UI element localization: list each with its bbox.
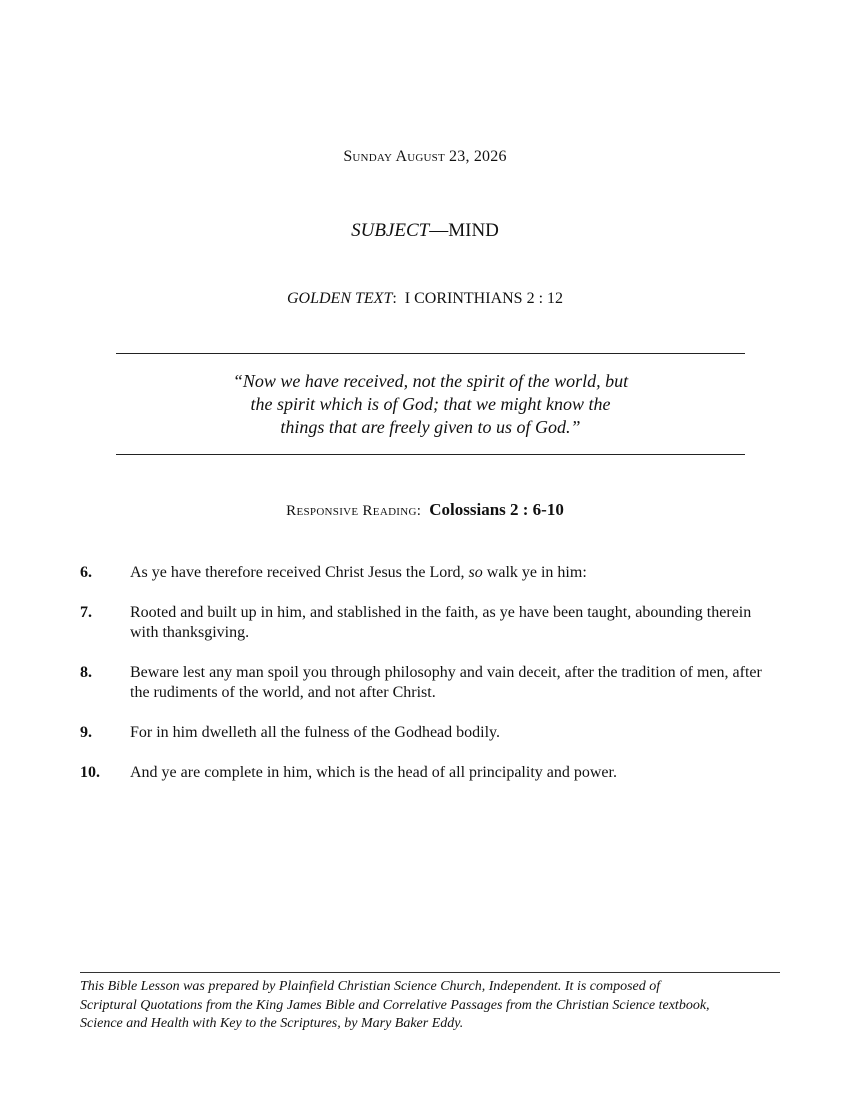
verse-item — [80, 723, 780, 743]
golden-text-line: the spirit which is of God; that we might know the — [250, 394, 611, 414]
verse-number: 8. — [80, 664, 92, 681]
golden-text-reference: I CORINTHIANS 2 : 12 — [404, 290, 564, 307]
subject-value: MIND — [448, 220, 499, 241]
verse-text-part: As ye have therefore received Christ Jesus the Lord, — [130, 564, 469, 581]
golden-text-top-rule — [116, 353, 745, 354]
subject-label: SUBJECT — [351, 220, 430, 241]
lesson-subject — [0, 220, 850, 242]
verse-number: 9. — [80, 724, 92, 741]
golden-text-colon: : — [392, 290, 397, 307]
verse-text: Rooted and built up in him, and stablished in the faith, as ye have been taught, abounding therein with thanksgiving. — [130, 604, 752, 641]
verse-text: Beware lest any man spoil you through philosophy and vain deceit, after the tradition of men, after the rudiments of the world, and not after Christ. — [130, 664, 762, 701]
lesson-date: Sunday August 23, 2026 — [343, 148, 507, 165]
subject-dash: — — [429, 220, 449, 241]
verse-item — [80, 603, 780, 643]
verse-item — [80, 663, 780, 703]
footer-rule — [80, 972, 780, 973]
verse-list — [80, 563, 780, 803]
verse-number: 10. — [80, 764, 100, 781]
verse-item — [80, 563, 780, 583]
verse-item — [80, 763, 780, 783]
verse-text: For in him dwelleth all the fulness of the Godhead bodily. — [130, 724, 501, 741]
responsive-reading-label: Responsive Reading: — [286, 503, 422, 519]
verse-text: And ye are complete in him, which is the head of all principality and power. — [130, 764, 617, 781]
golden-text-quote — [116, 370, 745, 439]
verse-number: 6. — [80, 564, 92, 581]
golden-text-heading — [0, 290, 850, 308]
golden-text-bottom-rule — [116, 454, 745, 455]
verse-italic-word: so — [468, 564, 483, 581]
footer-line: Science and Health with Key to the Scriptures, by Mary Baker Eddy. — [80, 1016, 464, 1031]
footer-line: This Bible Lesson was prepared by Plainfield Christian Science Church, Independent. It is composed of — [80, 979, 661, 994]
responsive-reading-reference: Colossians 2 : 6-10 — [429, 500, 564, 519]
golden-text-label: GOLDEN TEXT — [286, 290, 393, 307]
golden-text-line: “Now we have received, not the spirit of the world, but — [232, 371, 629, 391]
verse-text-part: walk ye in him: — [482, 564, 587, 581]
responsive-reading-heading — [0, 500, 850, 520]
footer-line: Scriptural Quotations from the King James Bible and Correlative Passages from the Christian Science textbook, — [80, 997, 710, 1013]
golden-text-line: things that are freely given to us of God.” — [280, 417, 581, 437]
footer-note — [80, 978, 780, 1034]
verse-text — [130, 563, 780, 583]
verse-number: 7. — [80, 604, 92, 621]
